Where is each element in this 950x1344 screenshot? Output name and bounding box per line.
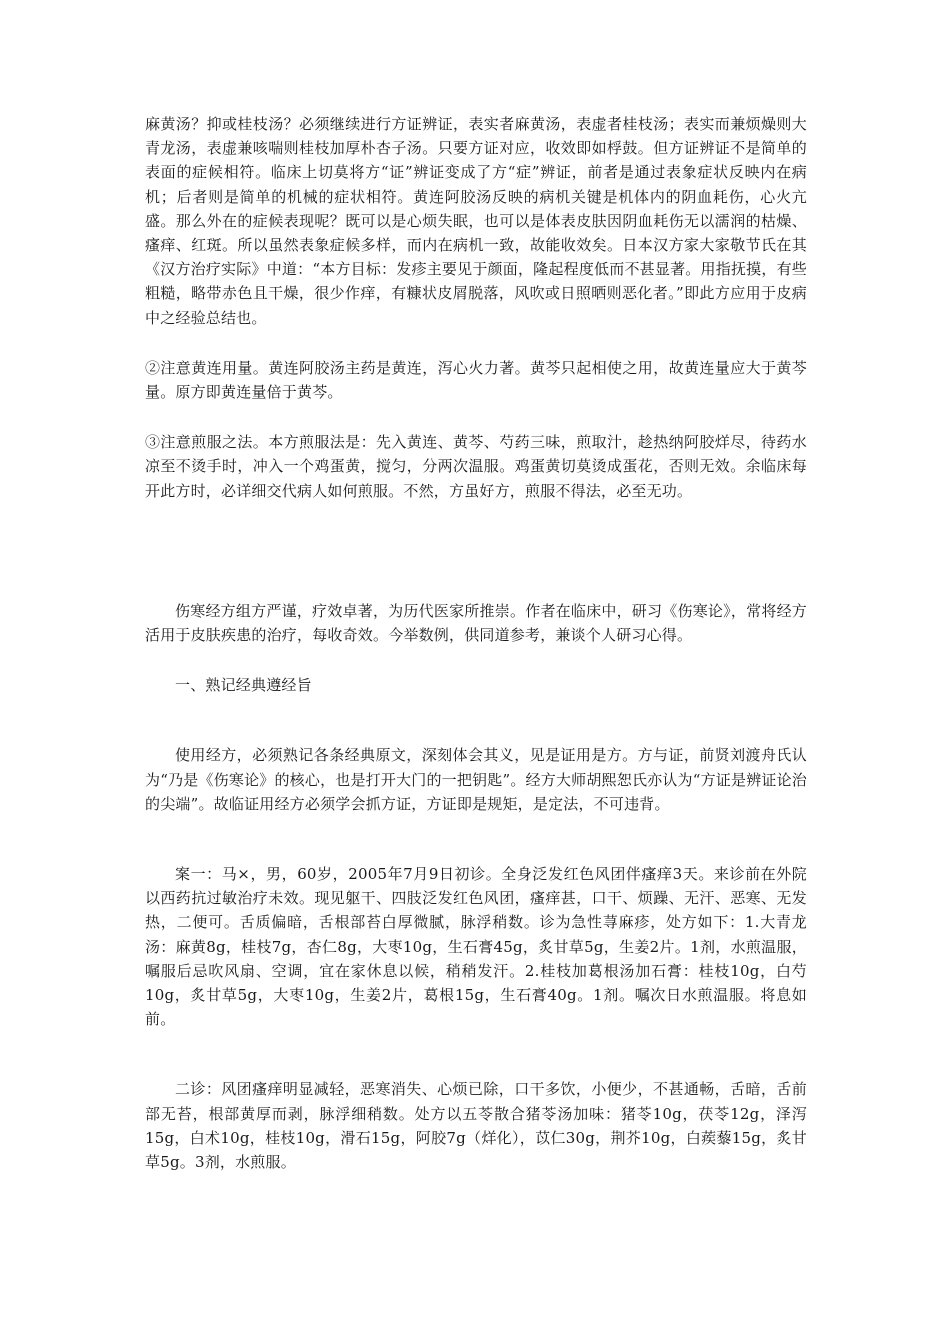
section-heading: 一、熟记经典遵经旨: [175, 676, 312, 695]
spacer: [145, 404, 807, 430]
paragraph-classics: 使用经方，必须熟记各条经典原文，深刻体会其义，见是证用是方。方与证，前贤刘渡舟氏认为“乃是《伤寒论》的核心，也是打开大门的一把钥匙”。经方大师胡熙恕氏亦认为“方证是辨证论治的尖端”。故临证用经方必须学会抓方证，方证即是规矩，是定法，不可违背。: [145, 746, 808, 813]
spacer: [145, 1031, 807, 1077]
paragraph-case-one: 案一：马×，男，60岁，2005年7月9日初诊。全身泛发红色风团伴瘙痒3天。来诊前在外院以西药抗过敏治疗未效。现见躯干、四肢泛发红色风团，瘙痒甚，口干、烦躁、无汗、恶寒、无发热，二便可。舌质偏暗，舌根部苔白厚微腻，脉浮稍数。诊为急性荨麻疹，处方如下：1.大青龙汤：麻黄8g，桂枝7g，杏仁8g，大枣10g，生石膏45g，炙甘草5g，生姜2片。1剂，水煎温服，嘱服后忌吹风扇、空调，宜在家休息以候，稍稍发汗。2.桂枝加葛根汤加石膏：桂枝10g，白芍10g，炙甘草5g，大枣10g，生姜2片，葛根15g，生石膏40g。1剂。嘱次日水煎温服。将息如前。: [145, 865, 807, 1029]
spacer: [145, 816, 807, 862]
paragraph-prescription-discussion: 麻黄汤？抑或桂枝汤？必须继续进行方证辨证，表实者麻黄汤，表虚者桂枝汤；表实而兼烦燥则大青龙汤，表虚兼咳喘则桂枝加厚朴杏子汤。只要方证对应，收效即如桴鼓。但方证辨证不是简单的表面的症候相符。临床上切莫将方“证”辨证变成了方“症”辨证，前者是通过表象症状反映内在病机；后者则是简单的机械的症状相符。黄连阿胶汤反映的病机关键是机体内的阴血耗伤，心火亢盛。那么外在的症候表现呢？既可以是心烦失眠，也可以是体表皮肤因阴血耗伤无以濡润的枯燥、瘙痒、红斑。所以虽然表象症候多样，而内在病机一致，故能收效矣。日本汉方家大家敬节氏在其《汉方治疗实际》中道：“本方目标：发疹主要见于颜面，隆起程度低而不甚显著。用指抚摸，有些粗糙，略带赤色且干燥，很少作痒，有糠状皮屑脱落，风吹或日照晒则恶化者。”即此方应用于皮病中之经验总结也。: [145, 115, 807, 327]
spacer: [145, 330, 807, 356]
paragraph-decoction-method: ③注意煎服之法。本方煎服法是：先入黄连、黄芩、芍药三味，煎取汁，趁热纳阿胶烊尽，待药水凉至不烫手时，冲入一个鸡蛋黄，搅匀，分两次温服。鸡蛋黄切莫烫成蛋花，否则无效。余临床每开此方时，必详细交代病人如何煎服。不然，方虽好方，煎服不得法，必至无功。: [145, 433, 807, 500]
paragraph-introduction: 伤寒经方组方严谨，疗效卓著，为历代医家所推崇。作者在临床中，研习《伤寒论》，常将经方活用于皮肤疾患的治疗，每收奇效。今举数例，供同道参考，兼谈个人研习心得。: [145, 601, 807, 645]
spacer: [145, 697, 807, 743]
document-page: [145, 112, 807, 1174]
spacer: [145, 647, 807, 673]
spacer: [145, 503, 807, 599]
paragraph-huanglian-dosage: ②注意黄连用量。黄连阿胶汤主药是黄连，泻心火力著。黄芩只起相使之用，故黄连量应大于黄芩量。原方即黄连量倍于黄芩。: [145, 358, 807, 402]
paragraph-second-visit: 二诊：风团瘙痒明显减轻，恶寒消失、心烦已除，口干多饮，小便少，不甚通畅，舌暗，舌前部无苔，根部黄厚而剥，脉浮细稍数。处方以五苓散合猪苓汤加味：猪苓10g，茯苓12g，泽泻15g，白术10g，桂枝10g，滑石15g，阿胶7g（烊化），苡仁30g，荆芥10g，白蒺藜15g，炙甘草5g。3剂，水煎服。: [145, 1080, 807, 1172]
